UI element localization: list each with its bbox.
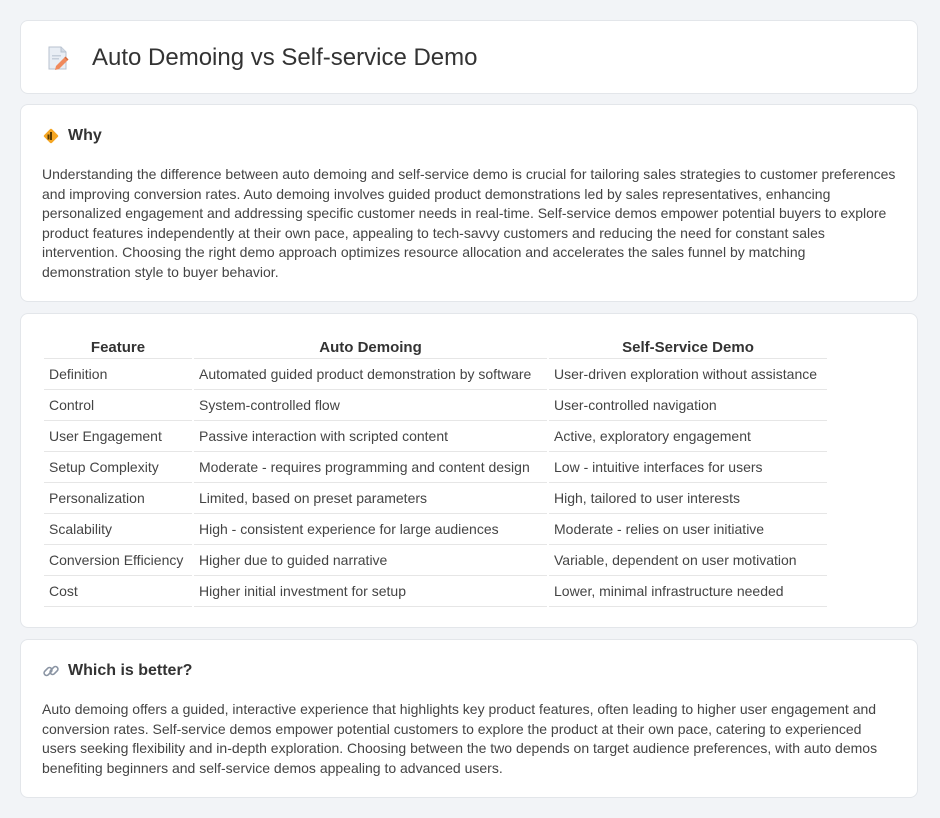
document-pencil-icon: [47, 46, 69, 70]
page-title: Auto Demoing vs Self-service Demo: [92, 44, 478, 71]
table-cell: Personalization: [44, 483, 192, 514]
table-cell: Passive interaction with scripted content: [194, 421, 547, 452]
header-card: [20, 20, 918, 94]
table-row: [44, 545, 827, 576]
table-cell: High - consistent experience for large audiences: [194, 514, 547, 545]
better-heading: Which is better?: [68, 662, 193, 679]
which-is-better-section: [20, 639, 918, 798]
why-paragraph: Understanding the difference between auto demoing and self-service demo is crucial for tailoring sales strategies to customer preferences and improving conversion rates. Auto demoing involves guided product demonstrations led by sales representatives, enhancing personalized engagement and addressing specific customer needs in real-time. Self-service demos empower potential buyers to explore product features independently at their own pace, appealing to tech-savvy customers and reducing the need for constant sales intervention. Choosing the right demo approach optimizes resource allocation and accelerates the sales funnel by matching demonstration style to buyer behavior.: [42, 166, 896, 280]
table-cell: Higher due to guided narrative: [194, 545, 547, 576]
table-row: [44, 514, 827, 545]
table-cell: User-driven exploration without assistance: [549, 359, 827, 390]
table-cell: Moderate - requires programming and content design: [194, 452, 547, 483]
table-cell: User Engagement: [44, 421, 192, 452]
table-cell: Definition: [44, 359, 192, 390]
table-row: [44, 452, 827, 483]
table-cell: User-controlled navigation: [549, 390, 827, 421]
table-cell: Low - intuitive interfaces for users: [549, 452, 827, 483]
table-cell: Higher initial investment for setup: [194, 576, 547, 607]
comparison-card: [20, 313, 918, 628]
table-cell: Lower, minimal infrastructure needed: [549, 576, 827, 607]
table-cell: Moderate - relies on user initiative: [549, 514, 827, 545]
table-cell: Scalability: [44, 514, 192, 545]
table-row: [44, 390, 827, 421]
table-header-row: [44, 336, 827, 359]
better-paragraph: Auto demoing offers a guided, interactive experience that highlights key product features, often leading to higher user engagement and conversion rates. Self-service demos empower potential customers to explore the product at their own pace, catering to experienced users seeking flexibility and in-depth exploration. Choosing between the two depends on target audience preferences, with auto demos benefiting beginners and self-service demos appealing to advanced users.: [42, 701, 878, 776]
table-cell: Variable, dependent on user motivation: [549, 545, 827, 576]
why-section: [20, 104, 918, 302]
table-row: [44, 483, 827, 514]
comparison-table: [42, 336, 829, 607]
table-row: [44, 576, 827, 607]
table-cell: Limited, based on preset parameters: [194, 483, 547, 514]
link-icon: [42, 662, 60, 680]
table-cell: Conversion Efficiency: [44, 545, 192, 576]
table-row: [44, 421, 827, 452]
better-heading-row: [42, 662, 192, 680]
road-sign-icon: [42, 127, 60, 145]
why-heading: Why: [68, 127, 102, 144]
table-cell: High, tailored to user interests: [549, 483, 827, 514]
why-heading-row: [42, 127, 102, 145]
table-cell: Active, exploratory engagement: [549, 421, 827, 452]
table-row: [44, 359, 827, 390]
table-cell: Cost: [44, 576, 192, 607]
table-cell: Automated guided product demonstration by software: [194, 359, 547, 390]
column-header-feature: Feature: [44, 336, 192, 359]
column-header-self-service-demo: Self-Service Demo: [549, 336, 827, 359]
table-cell: Control: [44, 390, 192, 421]
table-cell: System-controlled flow: [194, 390, 547, 421]
column-header-auto-demoing: Auto Demoing: [194, 336, 547, 359]
table-cell: Setup Complexity: [44, 452, 192, 483]
